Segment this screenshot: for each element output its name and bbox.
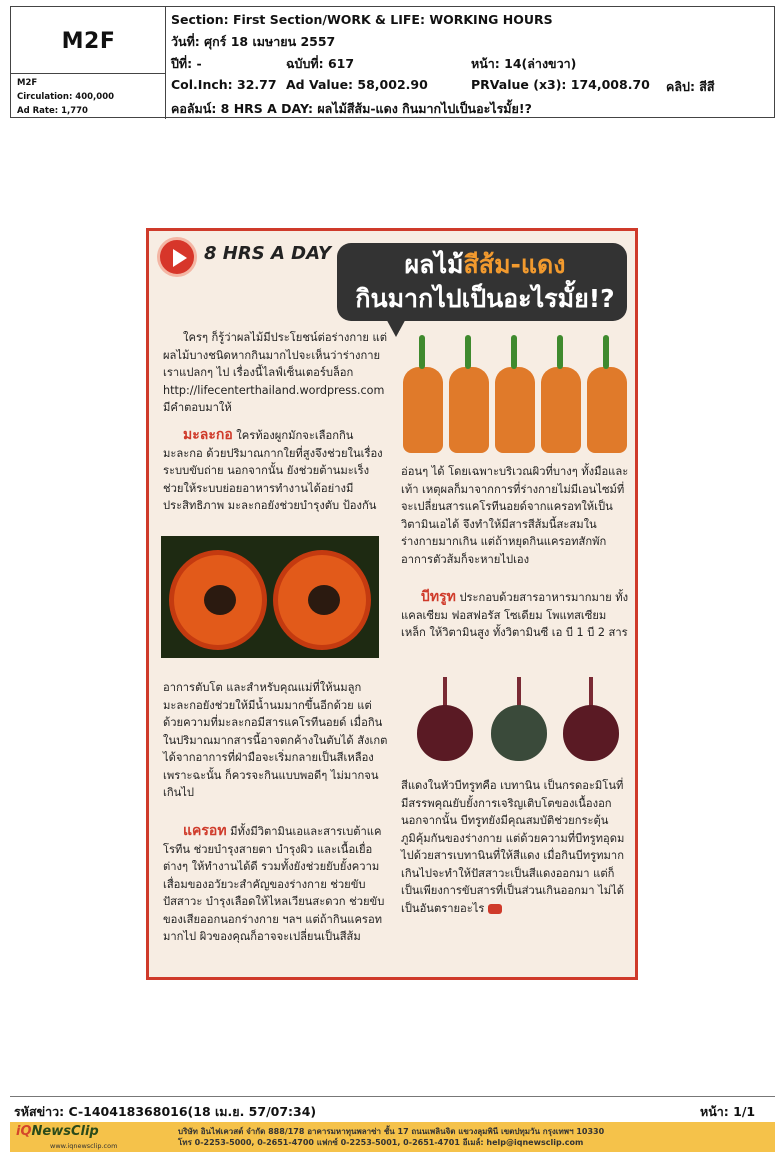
footer-divider bbox=[10, 1096, 775, 1097]
beetroot-photo bbox=[411, 671, 629, 767]
iqnewsclip-logo bbox=[16, 1124, 99, 1139]
carrot-paragraph-cont bbox=[401, 463, 629, 568]
title-part-b: สีส้ม-แดง bbox=[463, 250, 566, 279]
papaya-text: ใครท้องผูกมักจะเลือกกินมะละกอ ด้วยปริมาณกากใยที่สูงจึงช่วยในเรื่องระบบขับถ่าย นอกจากนั้น ยังช่วยต้านมะเร็ง ช่วยให้ระบบย่อยอาหารทำงานได้อย่างมีประสิทธิภาพ มะละกอยังช่วยบำรุงตับ ป้องกัน bbox=[163, 429, 383, 512]
papaya-text-cont: อาการตับโต และสำหรับคุณแม่ที่ให้นมลูก มะละกอยังช่วยให้มีน้ำนมมากขึ้นอีกด้วย แต่ด้วยความที่มะละกอมีสารแคโรทีนอยด์ เมื่อกินในปริมาณมากสารนี้อาจตกค้างในตับได้ สังเกตได้จากอาการที่ฝ่ามือจะเริ่มกลายเป็นสีเหลือง เพราะฉะนั้น ก็ควรจะกินแบบพอดีๆ ไม่มากจนเกินไป bbox=[163, 681, 388, 799]
intro-text: ใครๆ ก็รู้ว่าผลไม้มีประโยชน์ต่อร่างกาย แต่ผลไม้บางชนิดหากกินมากไปจะเห็นว่าร่างกายเราแปลกๆ ไป เรื่องนี้ไลฟ์เซ็นเตอร์บล็อก http://lifecenterthailand.wordpress.com มีคำตอบมาให้ bbox=[163, 331, 387, 414]
column-title: คอลัมน์: 8 HRS A DAY: ผลไม้สีส้ม-แดง กินมากไปเป็นอะไรมั้ย!? bbox=[171, 101, 532, 116]
circulation: Circulation: 400,000 bbox=[17, 92, 115, 102]
clip-metadata bbox=[171, 7, 771, 119]
pr-value: PRValue (x3): 174,008.70 bbox=[471, 77, 650, 92]
page-position: หน้า: 14(ล่างขวา) bbox=[471, 56, 577, 71]
beet-paragraph bbox=[401, 589, 629, 642]
beet-paragraph-cont bbox=[401, 777, 629, 917]
section: Section: First Section/WORK & LIFE: WORKING HOURS bbox=[171, 12, 553, 27]
ad-value: Ad Value: 58,002.90 bbox=[286, 77, 428, 92]
article-title-line2: กินมากไปเป็นอะไรมั้ย!? bbox=[355, 284, 615, 313]
page-count: หน้า: 1/1 bbox=[700, 1104, 756, 1119]
divider bbox=[11, 73, 166, 74]
logo-url: www.iqnewsclip.com bbox=[50, 1142, 118, 1150]
carrot-text: มีทั้งมีวิตามินเอและสารเบต้าแคโรทีน ช่วยบำรุงสายตา บำรุงผิว และเนื้อเยื่อต่างๆ ให้ทำงานได้ดี รวมทั้งยังช่วยยับยั้งความเสื่อมของอวัยวะสำคัญของร่างกาย ช่วยขับปัสสาวะ บำรุงเลือดให้ไหลเวียนสะดวก ช่วยขับของเสียออกนอกร่างกาย ฯลฯ แต่ถ้ากินแครอทมากไป ผิวของคุณก็อาจจะเปลี่ยนเป็นสีส้ม bbox=[163, 825, 385, 943]
article-clipping bbox=[146, 228, 638, 980]
logo-part-b: NewsClip bbox=[31, 1124, 99, 1139]
end-mark-icon bbox=[488, 904, 502, 914]
carrot-photo bbox=[399, 331, 631, 453]
publication-panel bbox=[11, 7, 166, 119]
col-inch: Col.Inch: 32.77 bbox=[171, 77, 277, 92]
clip-type: คลิป: สีสี bbox=[666, 79, 715, 94]
ad-rate: Ad Rate: 1,770 bbox=[17, 106, 88, 116]
papaya-paragraph bbox=[163, 427, 391, 515]
company-address bbox=[178, 1126, 604, 1148]
title-part-a: ผลไม้ bbox=[404, 250, 464, 279]
papaya-paragraph-cont bbox=[163, 679, 391, 802]
column-tag: 8 HRS A DAY bbox=[204, 243, 331, 264]
logo-part-a: iQ bbox=[16, 1124, 32, 1139]
publication-name: M2F bbox=[17, 78, 38, 88]
beet-text-cont: สีแดงในหัวบีทรูทคือ เบทานิน เป็นกรดอะมิโนที่มีสรรพคุณยับยั้งการเจริญเติบโตของเนื้องอก นอกจากนั้น บีทรูทยังมีคุณสมบัติช่วยกระตุ้นภูมิคุ้มกันของร่างกาย แต่ด้วยความที่บีทรูทอุดมไปด้วยสารเบทานินที่ให้สีแดง เมื่อกินบีทรูทมากเกินไปจะทำให้ปัสสาวะเป็นสีแดงออกมา แต่ก็เป็นเพียงการขับสารที่เป็นส่วนเกินออกมา ไม่ได้เป็นอันตรายอะไร bbox=[401, 779, 625, 915]
beet-keyword: บีทรูท bbox=[421, 589, 456, 605]
issue: ฉบับที่: 617 bbox=[286, 56, 355, 71]
papaya-keyword: มะละกอ bbox=[183, 427, 233, 443]
publication-logo: M2F bbox=[61, 29, 116, 54]
clipping-header bbox=[10, 6, 775, 118]
carrot-paragraph bbox=[163, 823, 391, 946]
date: วันที่: ศุกร์ 18 เมษายน 2557 bbox=[171, 34, 336, 49]
play-icon bbox=[157, 237, 197, 277]
news-code: รหัสข่าว: C-140418368016(18 เม.ย. 57/07:34) bbox=[14, 1104, 317, 1119]
carrot-keyword: แครอท bbox=[183, 823, 227, 839]
address-line1: บริษัท อินไฟเควสต์ จำกัด 888/178 อาคารมหาทุนพลาซ่า ชั้น 17 ถนนเพลินจิต แขวงลุมพินี เขตปทุมวัน กรุงเทพฯ 10330 bbox=[178, 1127, 605, 1136]
beet-text: ประกอบด้วยสารอาหารมากมาย ทั้งแคลเซียม ฟอสฟอรัส โซเดียม โพแทสเซียม เหล็ก ให้วิตามินสูง ทั้งวิตามินซี เอ บี 1 บี 2 สาร bbox=[401, 591, 629, 639]
address-line2: โทร 0-2253-5000, 0-2651-4700 แฟกซ์ 0-2253-5001, 0-2651-4701 อีเมล์: help@iqnewsclip.com bbox=[178, 1138, 584, 1147]
carrot-text-cont: อ่อนๆ ได้ โดยเฉพาะบริเวณผิวที่บางๆ ทั้งมือและเท้า เหตุผลก็มาจากการที่ร่างกายไม่มีเอนไซม์ที่จะเปลี่ยนสารแคโรทีนอยด์จากแครอทให้เป็นวิตามินเอได้ จึงทำให้มีสารสีส้มนี้สะสมในร่างกายมากเกิน แต่ถ้าหยุดกินแครอทสักพักอาการตัวส้มก็จะหายไปเอง bbox=[401, 465, 629, 566]
papaya-photo bbox=[161, 536, 379, 658]
intro-paragraph bbox=[163, 329, 391, 417]
year: ปีที่: - bbox=[171, 56, 202, 71]
